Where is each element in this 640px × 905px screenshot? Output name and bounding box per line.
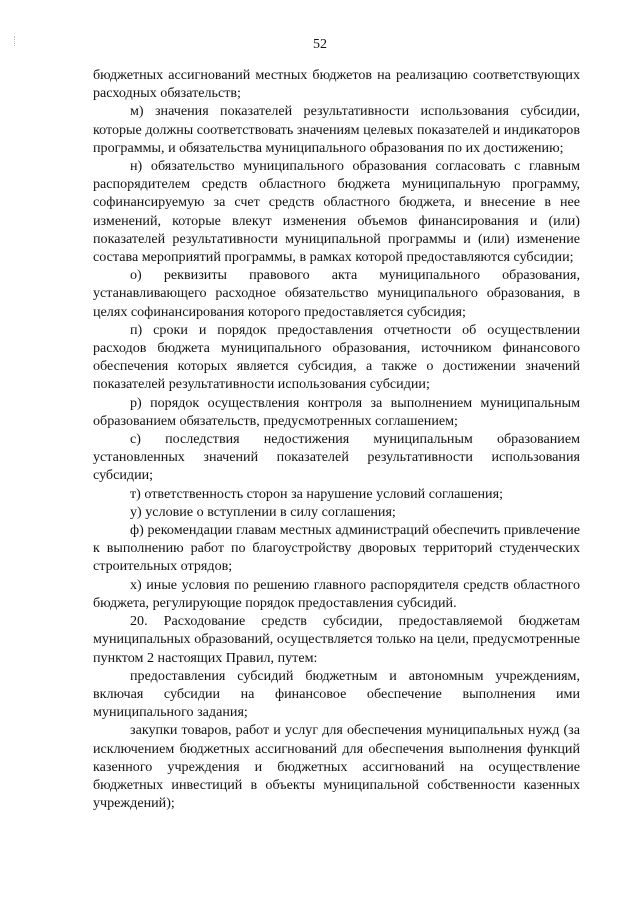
paragraph-f: ф) рекомендации главам местных администраций обеспечить привлечение к выполнению работ по благоустройству дворовых территорий студенческих строительных отрядов; <box>93 522 580 575</box>
paragraph-continued: бюджетных ассигнований местных бюджетов на реализацию соответствующих расходных обязательств; <box>93 67 580 102</box>
paragraph-o: о) реквизиты правового акта муниципального образования, устанавливающего расходное обязательство муниципального образования, в целях софинансирования которого предоставляется субсидия; <box>93 267 580 320</box>
paragraph-p: п) сроки и порядок предоставления отчетности об осуществлении расходов бюджета муниципального образования, источником финансового обеспечения которых является субсидия, а также о достижении значений показателей результативности использования субсидии; <box>93 321 580 393</box>
paragraph-u: у) условие о вступлении в силу соглашения; <box>130 503 396 520</box>
paragraph-20: 20. Расходование средств субсидии, предоставляемой бюджетам муниципальных образований, осуществляется только на цели, предусмотренные пунктом 2 настоящих Правил, путем: <box>93 613 580 666</box>
paragraph-s: с) последствия недостижения муниципальным образованием установленных значений показателей результативности использования субсидии; <box>93 431 580 484</box>
paragraph-kh: х) иные условия по решению главного распорядителя средств областного бюджета, регулирующие порядок предоставления субсидий. <box>93 576 580 611</box>
paragraph-r: р) порядок осуществления контроля за выполнением муниципальным образованием обязательств, предусмотренных соглашением; <box>93 394 580 429</box>
paragraph-m: м) значения показателей результативности использования субсидии, которые должны соответствовать значениям целевых показателей и индикаторов программы, и обязательства муниципального образования по их достижению; <box>93 103 580 156</box>
paragraph-20-item-2: закупки товаров, работ и услуг для обеспечения муниципальных нужд (за исключением бюджетных ассигнований для обеспечения выполнения функций казенного учреждения и бюджетных ассигнований на осуществление бюджетных инвестиций в объекты муниципальной собственности казенных учреждений); <box>93 722 580 812</box>
paragraph-t: т) ответственность сторон за нарушение условий соглашения; <box>130 485 503 502</box>
paragraph-20-item-1: предоставления субсидий бюджетным и автономным учреждениям, включая субсидии на финансовое обеспечение выполнения ими муниципального задания; <box>93 667 580 721</box>
document-body <box>93 66 580 812</box>
paragraph-n: н) обязательство муниципального образования согласовать с главным распорядителем средств областного бюджета муниципальную программу, софинансируемую за счет средств областного бюджета, и внесение в нее изменений, которые влекут изменения объемов финансирования и (или) показателей результативности муниципальной программы и (или) изменение состава мероприятий программы, в рамках которой предоставляются субсидии; <box>93 158 580 266</box>
page-number: 52 <box>313 37 327 52</box>
